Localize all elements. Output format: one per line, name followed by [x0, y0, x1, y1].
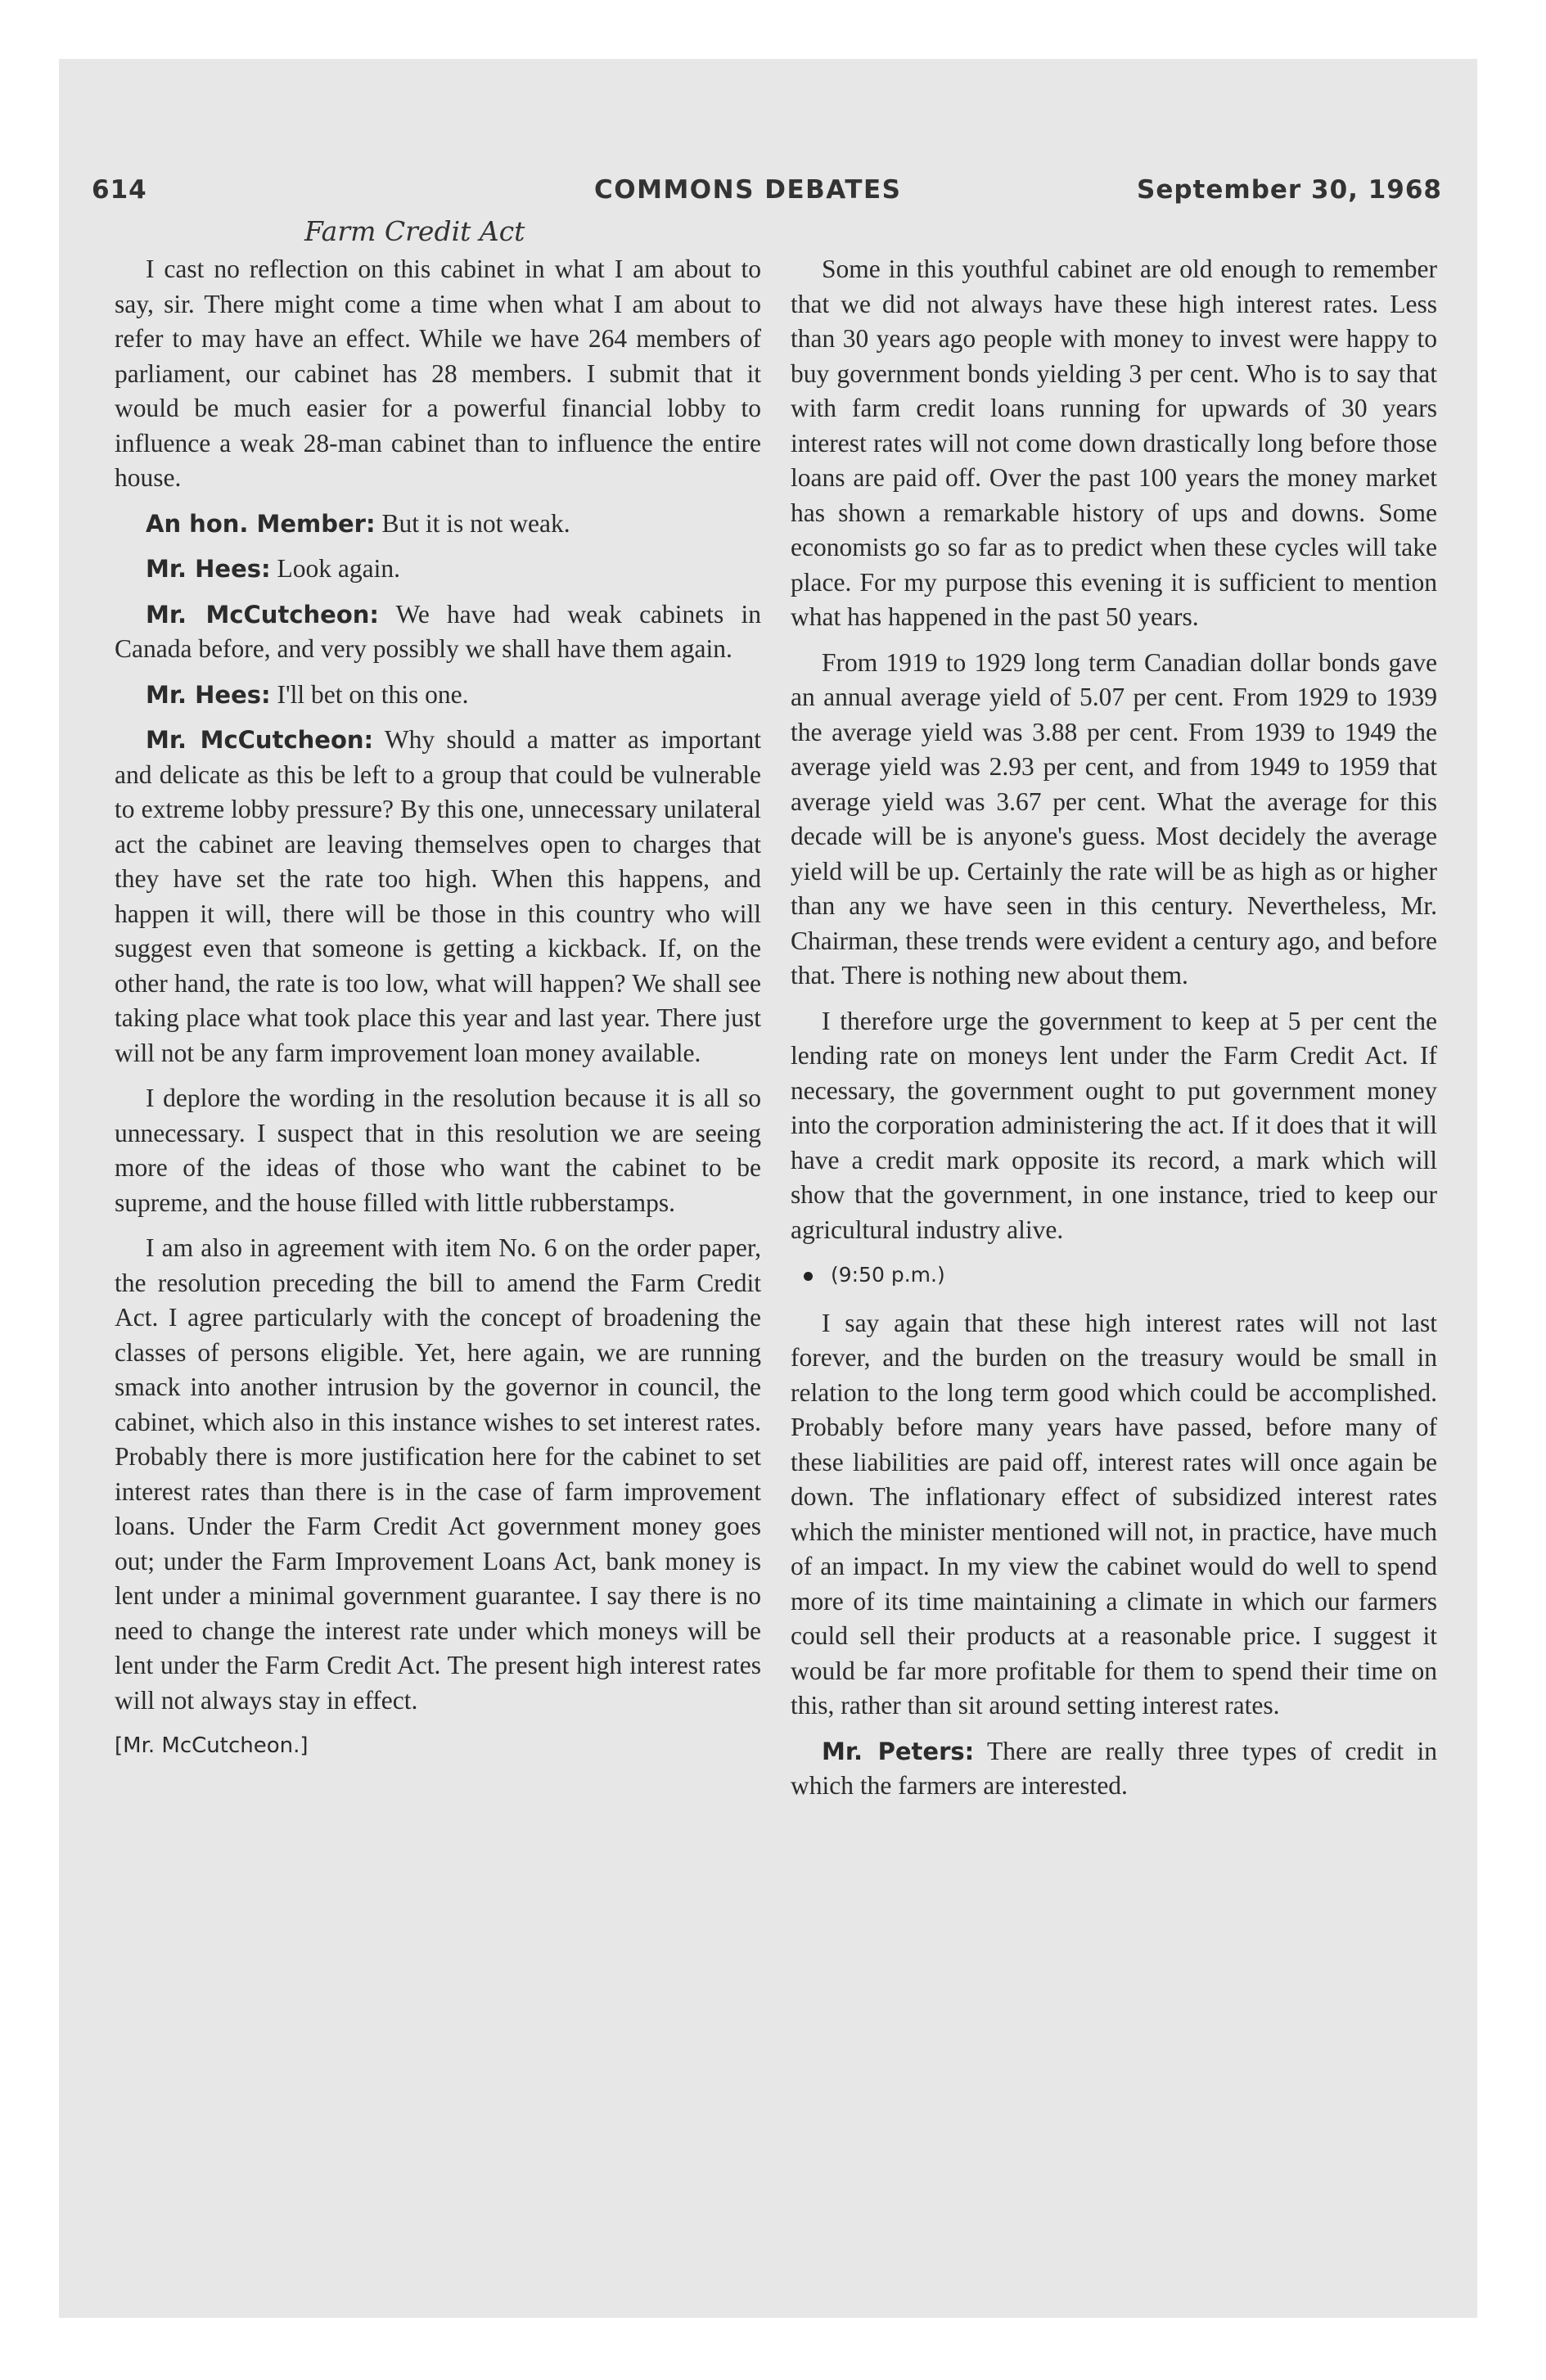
speaker-name: Mr. Peters: — [822, 1737, 975, 1765]
publication-title: COMMONS DEBATES — [594, 175, 902, 205]
paragraph: I say again that these high interest rates will not last forever, and the burden on the treasury would be small in relation to the long term good which could be accomplished. Probably before many years have passed, before many of these liabilities are paid off, interest rates will once again be down. The inflationary effect of subsidized interest rates which the minister mentioned will not, in practice, have much of an impact. In my view the cabinet would do well to spend more of its time maintaining a climate in which our farmers could sell their products at a reasonable price. I suggest it would be far more profitable for them to spend their time on this, rather than sit around setting interest rates. — [791, 1308, 1437, 1720]
paragraph: I am also in agreement with item No. 6 on the order paper, the resolution preceding the bill to amend the Farm Credit Act. I agree particularly with the concept of broadening the classes of persons eligible. Yet, here again, we are running smack into another intrusion by the governor in council, the cabinet, which also in this instance wishes to set interest rates. Probably there is more justification here for the cabinet to set interest rates than there is in the case of farm improvement loans. Under the Farm Credit Act government money goes out; under the Farm Improvement Loans Act, bank money is lent under a minimal government guarantee. I say there is no need to change the interest rate under which moneys will be lent under the Farm Credit Act. The present high interest rates will not always stay in effect. — [115, 1233, 761, 1715]
paragraph: Mr. Hees: I'll bet on this one. — [146, 679, 469, 709]
time-marker: (9:50 p.m.) — [791, 1258, 1437, 1293]
page-date: September 30, 1968 — [1137, 175, 1442, 205]
right-column — [791, 252, 1437, 1814]
left-column — [115, 252, 761, 1774]
speaker-attribution: [Mr. McCutcheon.] — [115, 1733, 309, 1758]
page-number: 614 — [92, 175, 147, 205]
paragraph: Mr. McCutcheon: We have had weak cabinets in Canada before, and very possibly we shall have them again. — [115, 599, 762, 663]
section-title: Farm Credit Act — [304, 215, 525, 247]
paragraph: I therefore urge the government to keep at 5 per cent the lending rate on moneys lent under the Farm Credit Act. If necessary, the government ought to put government money into the corporation administering the act. If it does that it will have a credit mark opposite its record, a mark which will show that the government, in one instance, tried to keep our agricultural industry alive. — [791, 1006, 1437, 1244]
paragraph: Mr. Hees: Look again. — [146, 554, 400, 583]
paragraph: An hon. Member: But it is not weak. — [146, 508, 570, 538]
paragraph: From 1919 to 1929 long term Canadian dollar bonds gave an annual average yield of 5.07 per cent. From 1929 to 1939 the average yield was 3.88 per cent. From 1939 to 1949 the average yield was 2.93 per cent, and from 1949 to 1959 that average yield was 3.67 per cent. What the average for this decade will be is anyone's guess. Most decidely the average yield will be up. Certainly the rate will be as high as or higher than any we have seen in this century. Nevertheless, Mr. Chairman, these trends were evident a century ago, and before that. There is nothing new about them. — [791, 647, 1437, 989]
speaker-name: Mr. Hees: — [146, 555, 271, 583]
speaker-name: Mr. McCutcheon: — [146, 600, 379, 629]
paragraph: Some in this youthful cabinet are old enough to remember that we did not always have these high interest rates. Less than 30 years ago people with money to invest were happy to buy government bonds yielding 3 per cent. Who is to say that with farm credit loans running for upwards of 30 years interest rates will not come down drastically long before those loans are paid off. Over the past 100 years the money market has shown a remarkable history of ups and downs. Some economists go so far as to predict when these cycles will take place. For my purpose this evening it is sufficient to mention what has happened in the past 50 years. — [791, 255, 1437, 631]
speaker-name: Mr. McCutcheon: — [146, 726, 374, 754]
bullet-icon — [804, 1272, 813, 1281]
paragraph: I cast no reflection on this cabinet in what I am about to say, sir. There might come a time when what I am about to refer to may have an effect. While we have 264 members of parliament, our cabinet has 28 members. I submit that it would be much easier for a powerful financial lobby to influence a weak 28-man cabinet than to influence the entire house. — [115, 255, 761, 492]
speaker-name: An hon. Member: — [146, 509, 376, 538]
paragraph: Mr. McCutcheon: Why should a matter as important and delicate as this be left to a group that could be vulnerable to extreme lobby pressure? By this one, unnecessary unilateral act the cabinet are leaving themselves open to charges that they have set the rate too high. When this happens, and happen it will, there will be those in this country who will suggest even that someone is getting a kickback. If, on the other hand, the rate is too low, what will happen? We shall see taking place what took place this year and last year. There just will not be any farm improvement loan money available. — [115, 725, 761, 1067]
paragraph: Mr. Peters: There are really three types of credit in which the farmers are interested. — [791, 1736, 1437, 1800]
page-header — [92, 175, 1442, 211]
paragraph: I deplore the wording in the resolution because it is all so unnecessary. I suspect that in this resolution we are seeing more of the ideas of those who want the cabinet to be supreme, and the house filled with little rubberstamps. — [115, 1084, 761, 1217]
speaker-name: Mr. Hees: — [146, 680, 271, 709]
